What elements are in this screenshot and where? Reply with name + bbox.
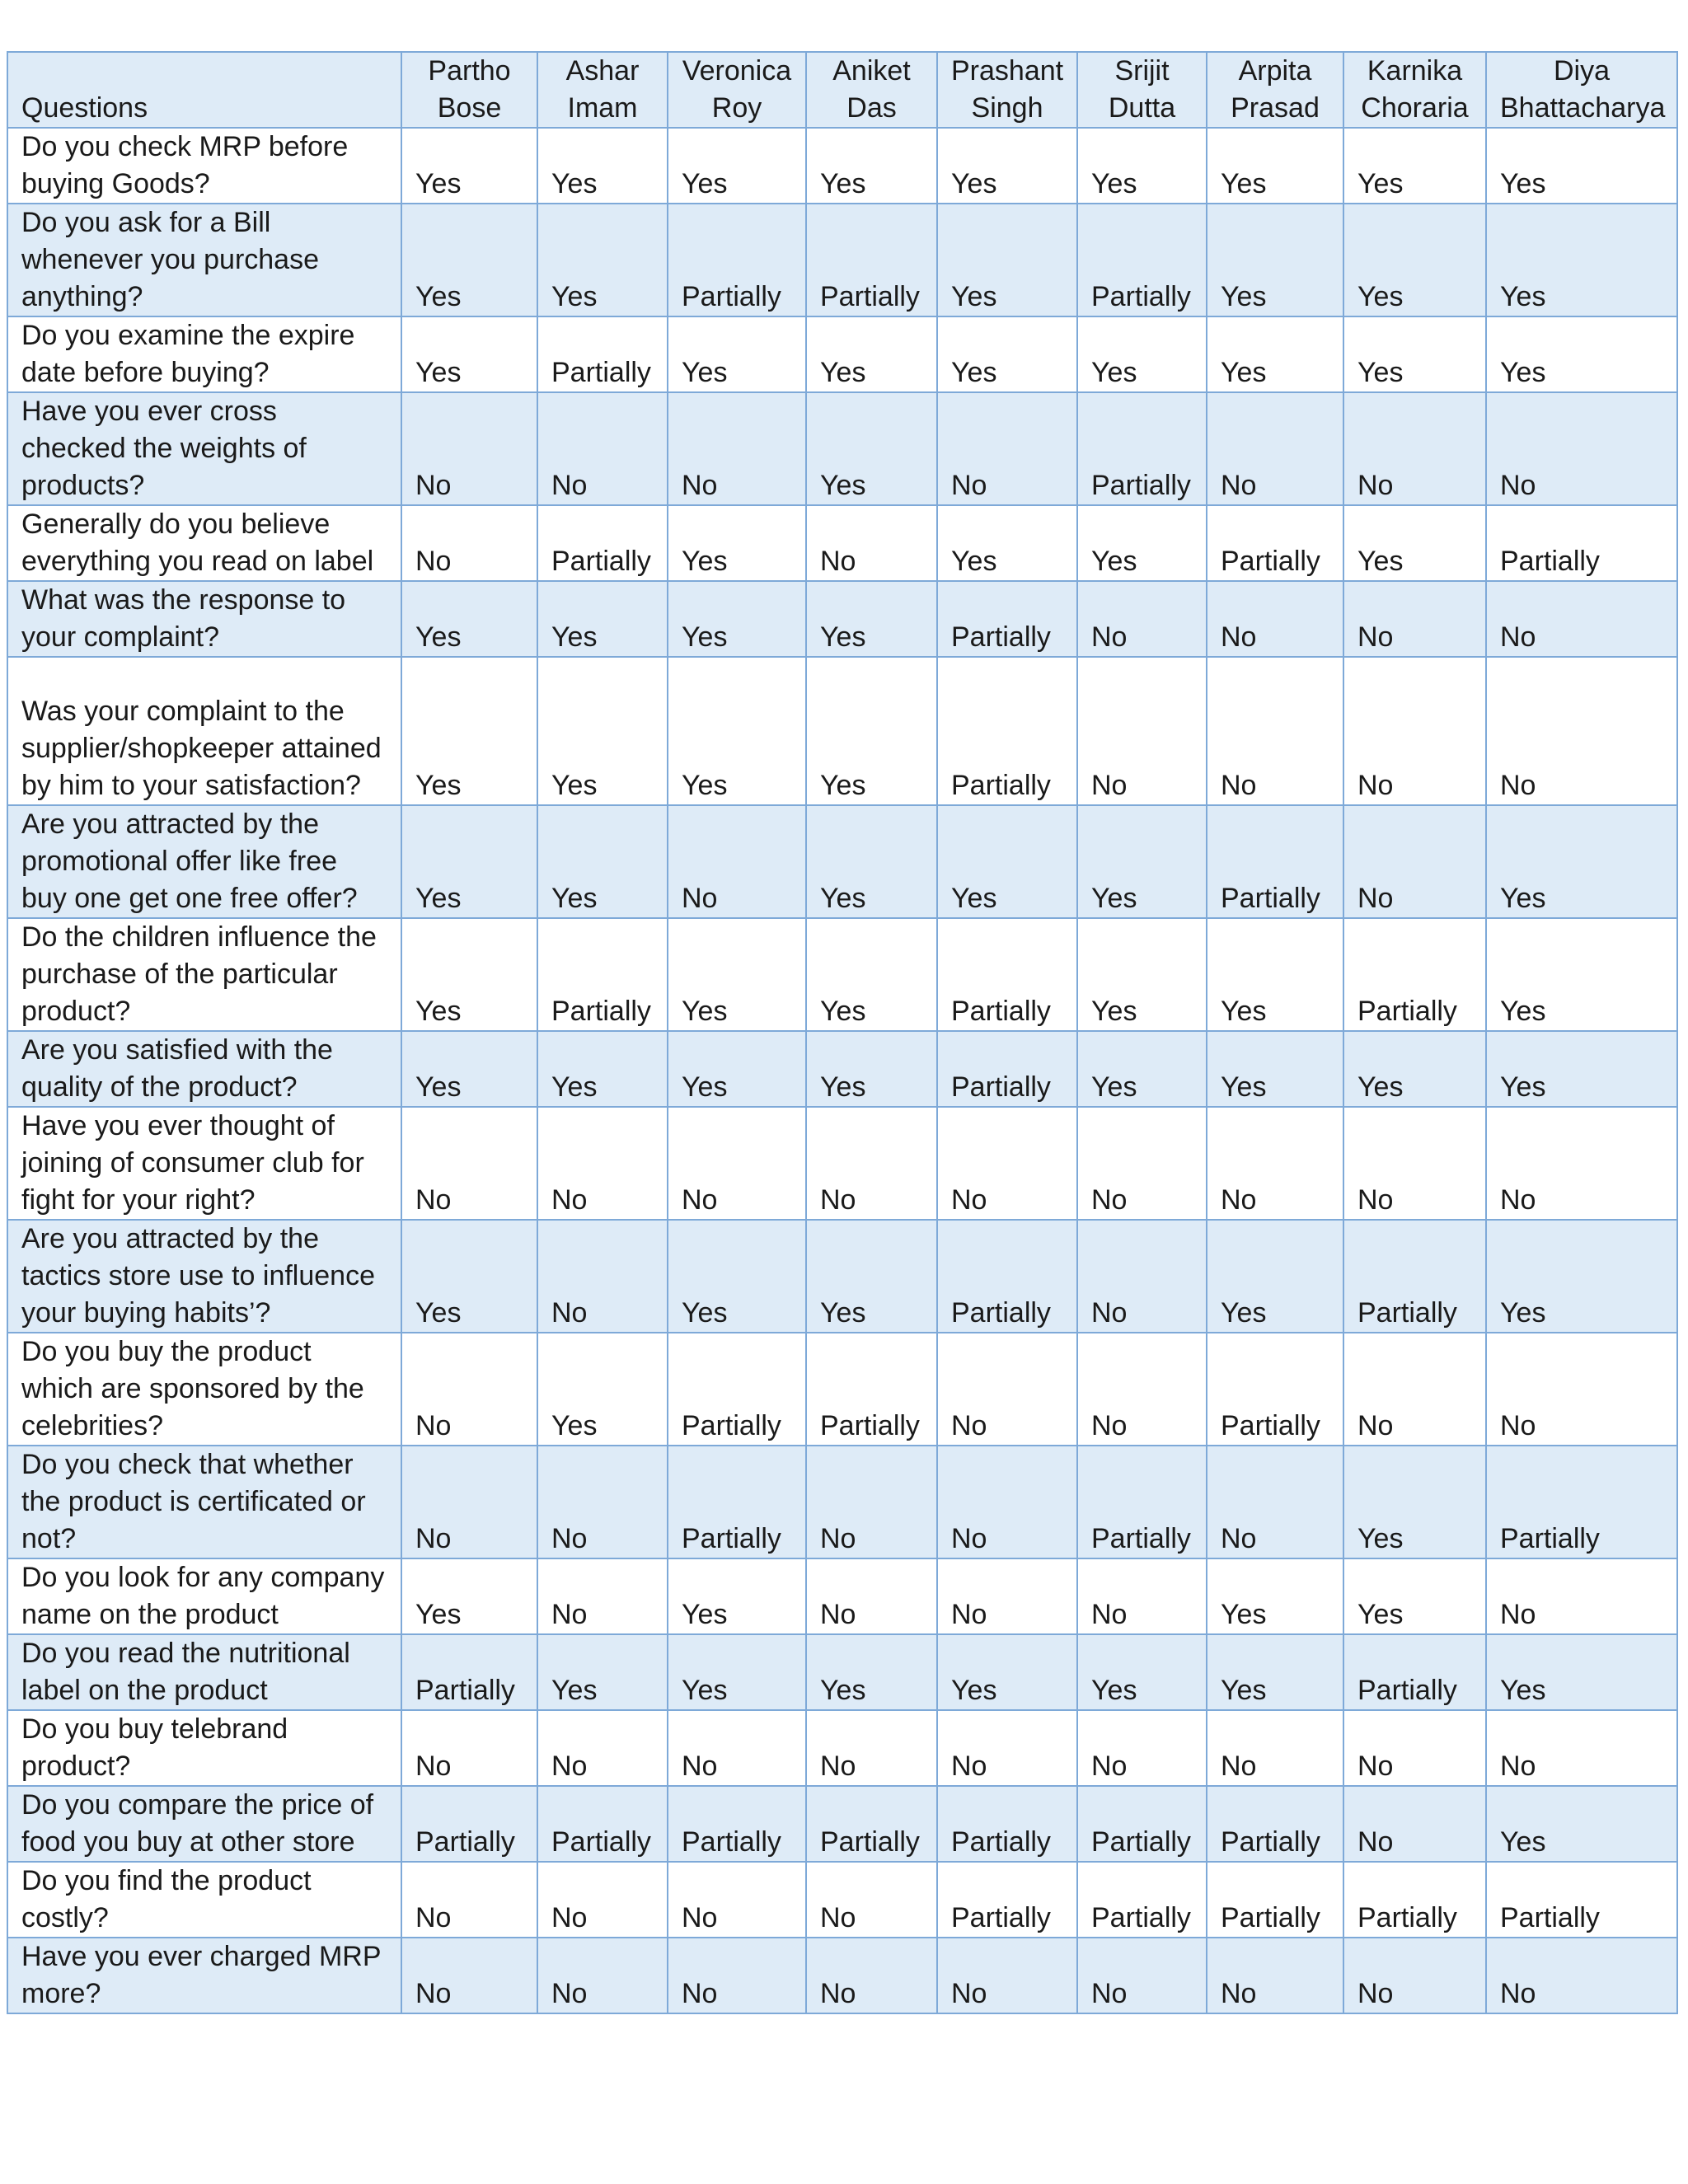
question-cell: Do the children influence the purchase of the particular product? xyxy=(7,918,401,1031)
answer-cell: Yes xyxy=(1486,918,1677,1031)
table-body xyxy=(7,128,1677,2013)
answer-cell: Yes xyxy=(1077,1634,1207,1710)
table-row xyxy=(7,805,1677,918)
table-row xyxy=(7,581,1677,657)
respondent-header: Prashant Singh xyxy=(937,52,1077,128)
answer-cell: No xyxy=(537,1446,668,1558)
question-cell: Have you ever thought of joining of consumer club for fight for your right? xyxy=(7,1107,401,1220)
answer-cell: Yes xyxy=(1077,1031,1207,1107)
answer-cell: Yes xyxy=(806,1031,937,1107)
answer-cell: Yes xyxy=(1343,316,1486,392)
answer-cell: Partially xyxy=(1207,505,1343,581)
answer-cell: No xyxy=(537,1558,668,1634)
answer-cell: Yes xyxy=(1486,316,1677,392)
question-cell: Do you check MRP before buying Goods? xyxy=(7,128,401,204)
question-cell: Do you buy telebrand product? xyxy=(7,1710,401,1786)
table-row xyxy=(7,1220,1677,1333)
answer-cell: No xyxy=(1207,1710,1343,1786)
question-cell: Have you ever charged MRP more? xyxy=(7,1938,401,2013)
answer-cell: Yes xyxy=(1207,128,1343,204)
answer-cell: No xyxy=(537,1710,668,1786)
answer-cell: Yes xyxy=(401,204,537,316)
respondent-header: Aniket Das xyxy=(806,52,937,128)
table-row xyxy=(7,1862,1677,1938)
answer-cell: No xyxy=(1077,1558,1207,1634)
answer-cell: No xyxy=(401,1862,537,1938)
table-row xyxy=(7,1558,1677,1634)
answer-cell: Partially xyxy=(401,1786,537,1862)
questions-header: Questions xyxy=(7,52,401,128)
answer-cell: Partially xyxy=(937,1862,1077,1938)
answer-cell: No xyxy=(1343,1786,1486,1862)
answer-cell: No xyxy=(1343,805,1486,918)
answer-cell: Partially xyxy=(537,918,668,1031)
answer-cell: Partially xyxy=(537,1786,668,1862)
answer-cell: No xyxy=(1077,1710,1207,1786)
answer-cell: No xyxy=(668,392,806,505)
answer-cell: Partially xyxy=(937,1786,1077,1862)
answer-cell: Yes xyxy=(1077,918,1207,1031)
answer-cell: Yes xyxy=(401,128,537,204)
answer-cell: Yes xyxy=(668,918,806,1031)
answer-cell: Yes xyxy=(1077,805,1207,918)
answer-cell: Yes xyxy=(1207,1031,1343,1107)
answer-cell: Partially xyxy=(1077,1446,1207,1558)
answer-cell: Yes xyxy=(1486,1220,1677,1333)
answer-cell: Yes xyxy=(1077,316,1207,392)
question-cell: Are you attracted by the tactics store use to influence your buying habits’? xyxy=(7,1220,401,1333)
answer-cell: No xyxy=(537,1862,668,1938)
answer-cell: No xyxy=(537,1107,668,1220)
answer-cell: Partially xyxy=(806,1786,937,1862)
question-cell: Generally do you believe everything you read on label xyxy=(7,505,401,581)
answer-cell: No xyxy=(668,1107,806,1220)
table-row xyxy=(7,1446,1677,1558)
answer-cell: Partially xyxy=(806,204,937,316)
answer-cell: Yes xyxy=(1343,505,1486,581)
answer-cell: No xyxy=(1486,392,1677,505)
question-cell: Do you buy the product which are sponsored by the celebrities? xyxy=(7,1333,401,1446)
answer-cell: Yes xyxy=(668,581,806,657)
table-row xyxy=(7,1031,1677,1107)
answer-cell: No xyxy=(937,1938,1077,2013)
question-cell: Do you find the product costly? xyxy=(7,1862,401,1938)
answer-cell: Yes xyxy=(1343,1558,1486,1634)
answer-cell: No xyxy=(1486,1938,1677,2013)
question-cell: Do you ask for a Bill whenever you purchase anything? xyxy=(7,204,401,316)
answer-cell: Yes xyxy=(401,1031,537,1107)
answer-cell: Partially xyxy=(937,1220,1077,1333)
answer-cell: No xyxy=(806,1862,937,1938)
answer-cell: Yes xyxy=(806,1220,937,1333)
question-cell: Do you examine the expire date before buying? xyxy=(7,316,401,392)
answer-cell: Partially xyxy=(1207,1786,1343,1862)
answer-cell: Yes xyxy=(537,1333,668,1446)
respondent-header: Diya Bhattacharya xyxy=(1486,52,1677,128)
answer-cell: No xyxy=(1486,1710,1677,1786)
answer-cell: Yes xyxy=(401,657,537,805)
answer-cell: Yes xyxy=(1077,128,1207,204)
answer-cell: Partially xyxy=(668,1333,806,1446)
answer-cell: No xyxy=(1486,1107,1677,1220)
answer-cell: No xyxy=(937,1558,1077,1634)
answer-cell: Partially xyxy=(1077,392,1207,505)
respondent-header: Ashar Imam xyxy=(537,52,668,128)
answer-cell: Yes xyxy=(668,1634,806,1710)
answer-cell: Yes xyxy=(1077,505,1207,581)
answer-cell: No xyxy=(1077,657,1207,805)
table-row xyxy=(7,1786,1677,1862)
answer-cell: Partially xyxy=(937,1031,1077,1107)
answer-cell: No xyxy=(401,1333,537,1446)
answer-cell: No xyxy=(1343,392,1486,505)
answer-cell: Yes xyxy=(806,316,937,392)
answer-cell: Yes xyxy=(668,1031,806,1107)
answer-cell: No xyxy=(1486,657,1677,805)
answer-cell: No xyxy=(937,392,1077,505)
answer-cell: Partially xyxy=(668,1446,806,1558)
question-cell: Are you satisfied with the quality of the product? xyxy=(7,1031,401,1107)
answer-cell: Partially xyxy=(1207,1862,1343,1938)
answer-cell: Yes xyxy=(1486,1634,1677,1710)
answer-cell: Yes xyxy=(537,204,668,316)
answer-cell: No xyxy=(401,1446,537,1558)
answer-cell: No xyxy=(1343,1938,1486,2013)
answer-cell: Yes xyxy=(537,1031,668,1107)
answer-cell: Yes xyxy=(937,805,1077,918)
table-row xyxy=(7,918,1677,1031)
question-cell: Do you compare the price of food you buy at other store xyxy=(7,1786,401,1862)
table-row xyxy=(7,316,1677,392)
answer-cell: Yes xyxy=(1486,1031,1677,1107)
table-row xyxy=(7,505,1677,581)
answer-cell: No xyxy=(1077,581,1207,657)
answer-cell: Partially xyxy=(1077,1786,1207,1862)
answer-cell: Yes xyxy=(1486,1786,1677,1862)
answer-cell: No xyxy=(1207,657,1343,805)
table-row xyxy=(7,392,1677,505)
answer-cell: Yes xyxy=(1343,1031,1486,1107)
answer-cell: No xyxy=(806,1446,937,1558)
answer-cell: No xyxy=(1486,581,1677,657)
answer-cell: No xyxy=(806,1107,937,1220)
answer-cell: Yes xyxy=(937,1634,1077,1710)
answer-cell: No xyxy=(1343,1107,1486,1220)
answer-cell: No xyxy=(401,1938,537,2013)
question-cell: Do you check that whether the product is certificated or not? xyxy=(7,1446,401,1558)
table-row xyxy=(7,1710,1677,1786)
answer-cell: Yes xyxy=(401,316,537,392)
answer-cell: Yes xyxy=(401,918,537,1031)
answer-cell: Yes xyxy=(537,805,668,918)
question-cell: Do you read the nutritional label on the product xyxy=(7,1634,401,1710)
answer-cell: Partially xyxy=(1343,1862,1486,1938)
answer-cell: No xyxy=(806,1710,937,1786)
answer-cell: No xyxy=(1207,1107,1343,1220)
answer-cell: Partially xyxy=(537,505,668,581)
answer-cell: Yes xyxy=(668,128,806,204)
respondent-header: Karnika Choraria xyxy=(1343,52,1486,128)
answer-cell: No xyxy=(937,1107,1077,1220)
answer-cell: Yes xyxy=(806,128,937,204)
answer-cell: No xyxy=(537,1220,668,1333)
answer-cell: Partially xyxy=(937,581,1077,657)
answer-cell: Yes xyxy=(806,581,937,657)
answer-cell: Yes xyxy=(668,1558,806,1634)
question-cell: Have you ever cross checked the weights of products? xyxy=(7,392,401,505)
answer-cell: No xyxy=(668,1710,806,1786)
answer-cell: No xyxy=(1077,1938,1207,2013)
answer-cell: Partially xyxy=(668,204,806,316)
answer-cell: Yes xyxy=(668,316,806,392)
answer-cell: No xyxy=(1486,1558,1677,1634)
answer-cell: No xyxy=(1207,392,1343,505)
answer-cell: No xyxy=(537,392,668,505)
answer-cell: Partially xyxy=(806,1333,937,1446)
answer-cell: Yes xyxy=(401,1558,537,1634)
respondent-header: Veronica Roy xyxy=(668,52,806,128)
answer-cell: Yes xyxy=(668,1220,806,1333)
answer-cell: No xyxy=(401,392,537,505)
answer-cell: Partially xyxy=(1486,1862,1677,1938)
answer-cell: Yes xyxy=(806,805,937,918)
answer-cell: Yes xyxy=(806,918,937,1031)
answer-cell: Yes xyxy=(537,581,668,657)
answer-cell: Yes xyxy=(1486,805,1677,918)
answer-cell: Yes xyxy=(537,1634,668,1710)
answer-cell: Yes xyxy=(937,505,1077,581)
answer-cell: Yes xyxy=(937,204,1077,316)
answer-cell: Partially xyxy=(937,918,1077,1031)
answer-cell: No xyxy=(1077,1333,1207,1446)
answer-cell: No xyxy=(1486,1333,1677,1446)
answer-cell: Yes xyxy=(401,581,537,657)
answer-cell: Yes xyxy=(806,392,937,505)
question-cell: What was the response to your complaint? xyxy=(7,581,401,657)
answer-cell: No xyxy=(806,1938,937,2013)
table-row xyxy=(7,1107,1677,1220)
question-cell: Do you look for any company name on the product xyxy=(7,1558,401,1634)
answer-cell: Yes xyxy=(537,657,668,805)
answer-cell: Yes xyxy=(937,316,1077,392)
answer-cell: Yes xyxy=(1207,204,1343,316)
answer-cell: Yes xyxy=(1207,1558,1343,1634)
answer-cell: Yes xyxy=(1486,128,1677,204)
answer-cell: No xyxy=(1207,1446,1343,1558)
answer-cell: No xyxy=(668,1862,806,1938)
answer-cell: Yes xyxy=(668,505,806,581)
answer-cell: No xyxy=(668,1938,806,2013)
answer-cell: Yes xyxy=(1207,1220,1343,1333)
answer-cell: Partially xyxy=(537,316,668,392)
answer-cell: Yes xyxy=(937,128,1077,204)
answer-cell: Yes xyxy=(806,657,937,805)
answer-cell: No xyxy=(1343,1710,1486,1786)
answer-cell: No xyxy=(937,1333,1077,1446)
header-row xyxy=(7,52,1677,128)
answer-cell: Yes xyxy=(668,657,806,805)
answer-cell: Yes xyxy=(1207,918,1343,1031)
answer-cell: No xyxy=(806,1558,937,1634)
answer-cell: Yes xyxy=(1343,128,1486,204)
table-row xyxy=(7,1333,1677,1446)
answer-cell: Yes xyxy=(537,128,668,204)
respondent-header: Partho Bose xyxy=(401,52,537,128)
table-row xyxy=(7,1938,1677,2013)
answer-cell: Partially xyxy=(1486,505,1677,581)
answer-cell: Partially xyxy=(1343,918,1486,1031)
answer-cell: No xyxy=(1343,1333,1486,1446)
answer-cell: No xyxy=(537,1938,668,2013)
table-row xyxy=(7,657,1677,805)
answer-cell: No xyxy=(1343,581,1486,657)
respondent-header: Arpita Prasad xyxy=(1207,52,1343,128)
answer-cell: Partially xyxy=(1207,805,1343,918)
answer-cell: Partially xyxy=(1343,1220,1486,1333)
answer-cell: Partially xyxy=(401,1634,537,1710)
table-row xyxy=(7,128,1677,204)
answer-cell: No xyxy=(401,505,537,581)
answer-cell: Yes xyxy=(1207,1634,1343,1710)
answer-cell: Yes xyxy=(1343,204,1486,316)
answer-cell: Partially xyxy=(1207,1333,1343,1446)
answer-cell: Yes xyxy=(1343,1446,1486,1558)
answer-cell: Yes xyxy=(1486,204,1677,316)
question-cell: Are you attracted by the promotional offer like free buy one get one free offer? xyxy=(7,805,401,918)
question-cell: Was your complaint to the supplier/shopkeeper attained by him to your satisfaction? xyxy=(7,657,401,805)
answer-cell: No xyxy=(806,505,937,581)
answer-cell: Yes xyxy=(401,1220,537,1333)
answer-cell: No xyxy=(1207,581,1343,657)
answer-cell: No xyxy=(937,1446,1077,1558)
answer-cell: No xyxy=(1343,657,1486,805)
answer-cell: No xyxy=(937,1710,1077,1786)
answer-cell: Partially xyxy=(1343,1634,1486,1710)
answer-cell: No xyxy=(401,1710,537,1786)
answer-cell: No xyxy=(401,1107,537,1220)
answer-cell: Partially xyxy=(1077,1862,1207,1938)
answer-cell: No xyxy=(668,805,806,918)
table-row xyxy=(7,204,1677,316)
answer-cell: Yes xyxy=(401,805,537,918)
answer-cell: No xyxy=(1207,1938,1343,2013)
answer-cell: Partially xyxy=(937,657,1077,805)
answer-cell: Yes xyxy=(1207,316,1343,392)
answer-cell: Partially xyxy=(1077,204,1207,316)
answer-cell: Partially xyxy=(1486,1446,1677,1558)
table-row xyxy=(7,1634,1677,1710)
answer-cell: Partially xyxy=(668,1786,806,1862)
answer-cell: Yes xyxy=(806,1634,937,1710)
answer-cell: No xyxy=(1077,1107,1207,1220)
respondent-header: Srijit Dutta xyxy=(1077,52,1207,128)
answer-cell: No xyxy=(1077,1220,1207,1333)
survey-table xyxy=(7,51,1678,2014)
